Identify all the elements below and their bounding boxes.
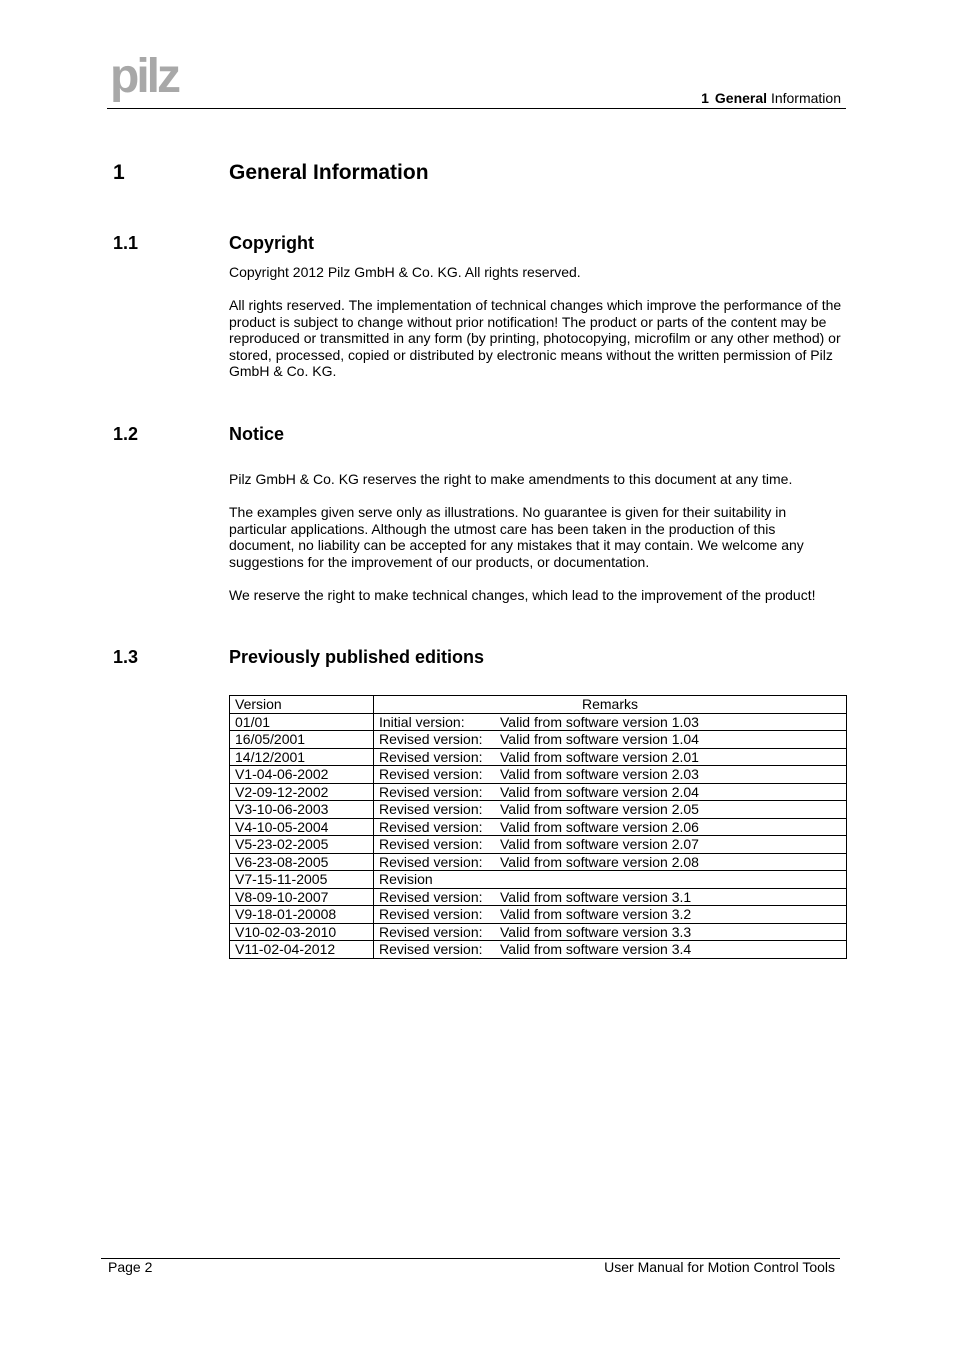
remarks-cell xyxy=(374,853,847,871)
table-row xyxy=(230,748,847,766)
software-version-note: Valid from software version 3.3 xyxy=(500,923,692,940)
version-cell: 14/12/2001 xyxy=(230,748,374,766)
section-title: General Information xyxy=(229,161,429,184)
revision-type: Revised version: xyxy=(379,748,483,765)
revision-type: Initial version: xyxy=(379,713,465,730)
remarks-cell xyxy=(374,713,847,731)
version-cell: V11-02-04-2012 xyxy=(230,941,374,959)
version-cell: 01/01 xyxy=(230,713,374,731)
software-version-note: Valid from software version 2.07 xyxy=(500,836,699,853)
software-version-note: Valid from software version 2.04 xyxy=(500,783,699,800)
revision-type: Revised version: xyxy=(379,888,483,905)
table-row xyxy=(230,731,847,749)
revision-type: Revised version: xyxy=(379,818,483,835)
manual-title: User Manual for Motion Control Tools xyxy=(604,1259,835,1275)
editions-title: Previously published editions xyxy=(229,647,485,667)
software-version-note: Valid from software version 3.4 xyxy=(500,941,692,958)
remarks-cell xyxy=(374,731,847,749)
version-cell: V1-04-06-2002 xyxy=(230,766,374,784)
version-cell: V4-10-05-2004 xyxy=(230,818,374,836)
table-row xyxy=(230,941,847,959)
remarks-cell xyxy=(374,783,847,801)
copyright-line: Copyright 2012 Pilz GmbH & Co. KG. All rights reserved. xyxy=(229,264,581,280)
notice-number: 1.2 xyxy=(113,424,139,444)
header-chapter-number: 1 xyxy=(701,90,709,106)
table-row xyxy=(230,923,847,941)
remarks-cell xyxy=(374,766,847,784)
remarks-cell xyxy=(374,871,847,889)
table-row xyxy=(230,783,847,801)
version-column-header: Version xyxy=(230,696,374,714)
table-row xyxy=(230,888,847,906)
revision-type: Revised version: xyxy=(379,941,483,958)
header-rule xyxy=(107,108,846,109)
software-version-note: Valid from software version 3.2 xyxy=(500,906,692,923)
header-chapter-bold: General xyxy=(714,90,768,106)
notice-paragraph-2: The examples given serve only as illustrations. No guarantee is given for their suitability in particular applications. Although the utmost care has been taken in the production of this document, no liability can be accepted for any mistakes that it may contain. We welcome any suggestions for the improvement of our products, or documentation. xyxy=(229,504,804,570)
table-row xyxy=(230,853,847,871)
remarks-cell xyxy=(374,906,847,924)
notice-paragraph-3: We reserve the right to make technical changes, which lead to the improvement of the product! xyxy=(229,587,816,603)
remarks-cell xyxy=(374,801,847,819)
revision-type: Revised version: xyxy=(379,783,483,800)
version-cell: V5-23-02-2005 xyxy=(230,836,374,854)
software-version-note: Valid from software version 2.08 xyxy=(500,853,699,870)
pilz-logo xyxy=(110,56,202,108)
version-cell: V10-02-03-2010 xyxy=(230,923,374,941)
software-version-note: Valid from software version 2.01 xyxy=(500,748,699,765)
version-cell: V2-09-12-2002 xyxy=(230,783,374,801)
section-number: 1 xyxy=(113,161,125,184)
software-version-note: Valid from software version 2.05 xyxy=(500,801,699,818)
revision-type: Revised version: xyxy=(379,836,483,853)
header-chapter-rest: Information xyxy=(770,90,841,106)
version-cell: V9-18-01-20008 xyxy=(230,906,374,924)
copyright-number: 1.1 xyxy=(113,233,139,253)
editions-table xyxy=(229,695,847,959)
remarks-cell xyxy=(374,923,847,941)
table-header-row xyxy=(230,696,847,714)
revision-type: Revised version: xyxy=(379,923,483,940)
remarks-cell xyxy=(374,941,847,959)
revision-type: Revised version: xyxy=(379,906,483,923)
editions-number: 1.3 xyxy=(113,647,139,667)
remarks-column-header: Remarks xyxy=(374,696,847,714)
table-row xyxy=(230,836,847,854)
table-row xyxy=(230,801,847,819)
remarks-cell xyxy=(374,818,847,836)
revision-type: Revision xyxy=(379,871,433,888)
table-row xyxy=(230,906,847,924)
table-row xyxy=(230,713,847,731)
revision-type: Revised version: xyxy=(379,853,483,870)
table-row xyxy=(230,871,847,889)
version-cell: 16/05/2001 xyxy=(230,731,374,749)
remarks-cell xyxy=(374,748,847,766)
remarks-cell xyxy=(374,888,847,906)
software-version-note: Valid from software version 2.06 xyxy=(500,818,699,835)
running-header xyxy=(701,90,841,106)
notice-title: Notice xyxy=(229,424,285,444)
version-cell: V7-15-11-2005 xyxy=(230,871,374,889)
table-row xyxy=(230,818,847,836)
version-cell: V3-10-06-2003 xyxy=(230,801,374,819)
table-row xyxy=(230,766,847,784)
software-version-note: Valid from software version 1.04 xyxy=(500,731,699,748)
software-version-note: Valid from software version 3.1 xyxy=(500,888,692,905)
notice-paragraph-1: Pilz GmbH & Co. KG reserves the right to make amendments to this document at any time. xyxy=(229,471,793,487)
revision-type: Revised version: xyxy=(379,801,483,818)
revision-type: Revised version: xyxy=(379,731,483,748)
logo-text: pilz xyxy=(110,56,178,103)
copyright-paragraph: All rights reserved. The implementation of technical changes which improve the performance of the product is subject to change without prior notification! The product or parts of the content may be reproduced or transmitted in any form (by printing, photocopying, microfilm or any other method) or stored, processed, copied or distributed by electronic means without the written permission of Pilz GmbH & Co. KG. xyxy=(229,297,842,380)
revision-type: Revised version: xyxy=(379,766,483,783)
version-cell: V6-23-08-2005 xyxy=(230,853,374,871)
copyright-title: Copyright xyxy=(229,233,314,253)
remarks-cell xyxy=(374,836,847,854)
software-version-note: Valid from software version 1.03 xyxy=(500,713,699,730)
version-cell: V8-09-10-2007 xyxy=(230,888,374,906)
software-version-note: Valid from software version 2.03 xyxy=(500,766,699,783)
page-number: Page 2 xyxy=(108,1259,153,1275)
